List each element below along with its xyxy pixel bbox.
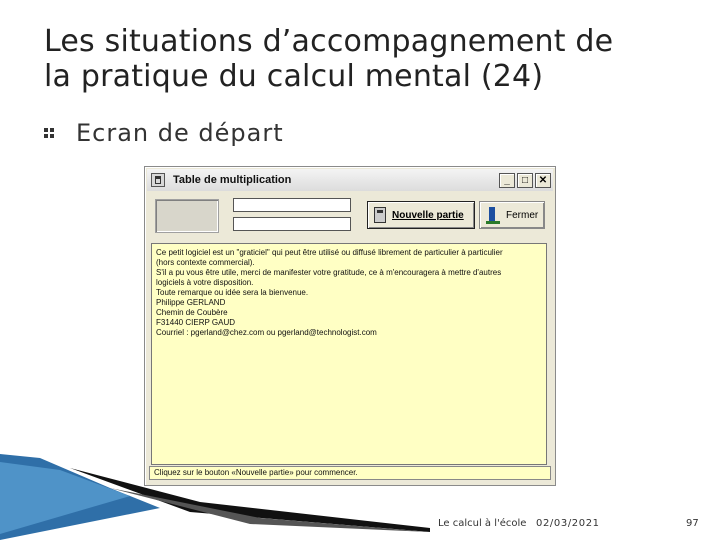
maximize-button[interactable]: □ bbox=[517, 173, 533, 188]
message-line: (hors contexte commercial). bbox=[156, 258, 255, 267]
slide-title-line-2: la pratique du calcul mental (24) bbox=[44, 59, 544, 94]
window-titlebar[interactable] bbox=[147, 169, 553, 191]
calculator-icon bbox=[151, 173, 165, 187]
window-title: Table de multiplication bbox=[173, 174, 292, 186]
message-line: Chemin de Coubère bbox=[156, 308, 228, 317]
status-bar: Cliquez sur le bouton «Nouvelle partie» pour commencer. bbox=[149, 466, 551, 480]
new-game-label: Nouvelle partie bbox=[392, 209, 464, 221]
quit-button[interactable] bbox=[479, 201, 545, 229]
message-area bbox=[151, 243, 547, 465]
slide-title-line-1: Les situations d’accompagnement de bbox=[44, 24, 614, 59]
new-game-button[interactable] bbox=[367, 201, 475, 229]
message-line: logiciels à votre disposition. bbox=[156, 278, 254, 287]
window-controls bbox=[499, 173, 551, 188]
message-line: Ce petit logiciel est un "graticiel" qui peut être utilisé ou diffusé librement de particulier à particulier bbox=[156, 248, 503, 257]
page-number: 97 bbox=[686, 518, 699, 529]
result-display bbox=[155, 199, 219, 233]
bullet-text: Ecran de départ bbox=[76, 119, 284, 147]
message-line: Courriel : pgerland@chez.com ou pgerland@technologist.com bbox=[156, 328, 377, 337]
decorative-swoosh bbox=[0, 448, 430, 540]
calculator-icon bbox=[374, 207, 386, 223]
window-toolbar bbox=[147, 193, 553, 241]
footer-date: 02/03/2021 bbox=[536, 518, 600, 529]
door-exit-icon bbox=[486, 206, 500, 224]
message-line: Toute remarque ou idée sera la bienvenue. bbox=[156, 288, 309, 297]
answer-field[interactable] bbox=[233, 217, 351, 231]
bullet-item bbox=[44, 118, 284, 148]
bullet-icon bbox=[44, 128, 54, 138]
quit-label: Fermer bbox=[506, 209, 539, 221]
question-field[interactable] bbox=[233, 198, 351, 212]
footer-center: Le calcul à l'école bbox=[438, 518, 527, 529]
close-window-button[interactable]: ✕ bbox=[535, 173, 551, 188]
app-window bbox=[144, 166, 556, 486]
message-line: F31440 CIERP GAUD bbox=[156, 318, 235, 327]
message-line: Philippe GERLAND bbox=[156, 298, 226, 307]
message-line: S'il a pu vous être utile, merci de manifester votre gratitude, ce à m'encouragera à mettre d'autres bbox=[156, 268, 502, 277]
minimize-button[interactable]: _ bbox=[499, 173, 515, 188]
slide-title bbox=[44, 24, 704, 94]
